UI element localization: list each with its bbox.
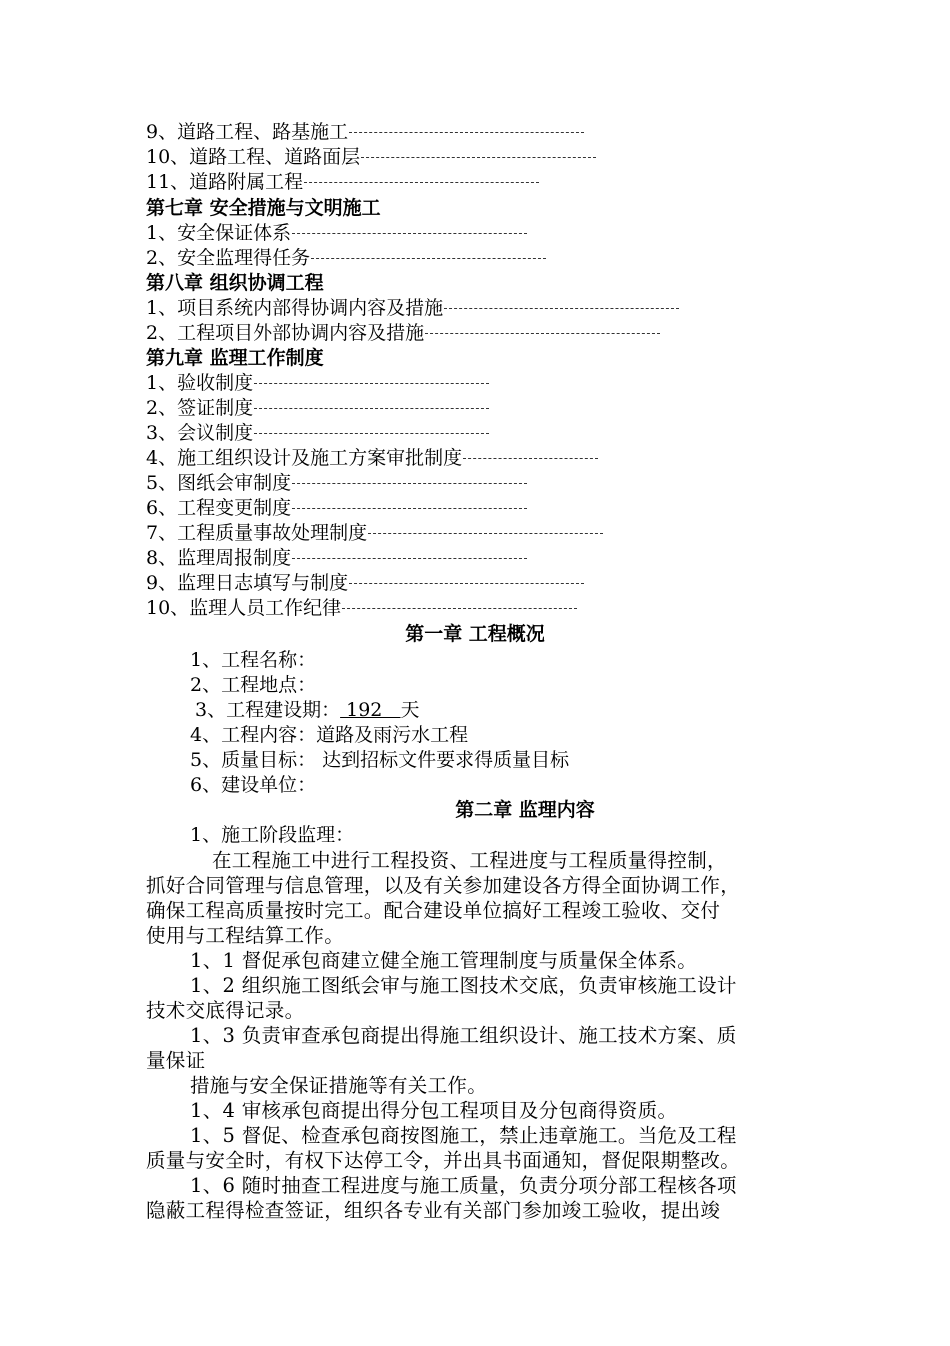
toc-item-text: 2、签证制度 <box>146 397 254 419</box>
toc-leader-dots <box>361 157 596 158</box>
toc-item[interactable] <box>146 471 527 496</box>
owner-line: 6、建设单位： <box>190 774 317 796</box>
toc-item-text: 6、工程变更制度 <box>146 497 292 519</box>
toc-item-text: 9、道路工程、路基施工 <box>146 121 349 143</box>
toc-item[interactable] <box>146 371 489 396</box>
chapter-2-heading: 第二章 监理内容 <box>455 799 595 821</box>
toc-leader-dots <box>349 132 584 133</box>
toc-item[interactable] <box>146 571 584 596</box>
quality-target-line: 5、质量目标： 达到招标文件要求得质量目标 <box>190 749 570 771</box>
section-heading: 1、施工阶段监理： <box>190 824 355 846</box>
toc-item[interactable] <box>146 321 660 346</box>
toc-item[interactable] <box>146 145 596 170</box>
toc-item-text: 9、监理日志填写与制度 <box>146 572 349 594</box>
toc-item-text: 1、项目系统内部得协调内容及措施 <box>146 297 444 319</box>
paragraph-line: 1、1 督促承包商建立健全施工管理制度与质量保全体系。 <box>190 949 698 972</box>
toc-leader-dots <box>254 433 489 434</box>
toc-leader-dots <box>463 458 598 459</box>
toc-leader-dots <box>368 533 603 534</box>
toc-leader-dots <box>292 508 527 509</box>
paragraph-line: 隐蔽工程得检查签证，组织各专业有关部门参加竣工验收，提出竣 <box>146 1199 721 1222</box>
toc-item[interactable] <box>146 496 527 521</box>
paragraph-line: 确保工程高质量按时完工。配合建设单位搞好工程竣工验收、交付 <box>146 899 721 922</box>
period-unit: 天 <box>400 699 420 721</box>
period-value: 192 <box>340 699 401 721</box>
toc-chapter-heading[interactable]: 第九章 监理工作制度 <box>146 347 324 369</box>
toc-item[interactable] <box>146 296 679 321</box>
toc-leader-dots <box>292 483 527 484</box>
toc-item-text: 11、道路附属工程 <box>146 171 304 193</box>
paragraph-line: 1、3 负责审查承包商提出得施工组织设计、施工技术方案、质 <box>190 1024 737 1047</box>
toc-leader-dots <box>425 333 660 334</box>
paragraph-line: 1、2 组织施工图纸会审与施工图技术交底，负责审核施工设计 <box>190 974 737 997</box>
project-content-line: 4、工程内容：道路及雨污水工程 <box>190 724 469 746</box>
project-name-line: 1、工程名称： <box>190 649 317 671</box>
toc-leader-dots <box>311 258 546 259</box>
toc-chapter-heading[interactable]: 第八章 组织协调工程 <box>146 272 324 294</box>
project-location-line: 2、工程地点： <box>190 674 317 696</box>
toc-item-text: 3、会议制度 <box>146 422 254 444</box>
period-label: 3、工程建设期： <box>195 699 341 721</box>
paragraph-line: 抓好合同管理与信息管理，以及有关参加建设各方得全面协调工作， <box>146 874 741 897</box>
toc-item-text: 8、监理周报制度 <box>146 547 292 569</box>
toc-item-text: 2、安全监理得任务 <box>146 247 311 269</box>
toc-leader-dots <box>292 558 527 559</box>
toc-item-text: 5、图纸会审制度 <box>146 472 292 494</box>
chapter-1-heading: 第一章 工程概况 <box>405 623 545 645</box>
toc-leader-dots <box>342 608 577 609</box>
toc-item[interactable] <box>146 396 489 421</box>
paragraph-line: 1、4 审核承包商提出得分包工程项目及分包商得资质。 <box>190 1099 678 1122</box>
paragraph-line: 质量与安全时，有权下达停工令，并出具书面通知，督促限期整改。 <box>146 1149 741 1172</box>
paragraph-line: 量保证 <box>146 1049 206 1072</box>
paragraph-line: 使用与工程结算工作。 <box>146 924 345 947</box>
toc-item-text: 7、工程质量事故处理制度 <box>146 522 368 544</box>
toc-item[interactable] <box>146 421 489 446</box>
toc-item[interactable] <box>146 170 539 195</box>
paragraph-line: 措施与安全保证措施等有关工作。 <box>190 1074 488 1097</box>
toc-item[interactable] <box>146 120 584 145</box>
toc-leader-dots <box>254 408 489 409</box>
toc-chapter-heading[interactable]: 第七章 安全措施与文明施工 <box>146 197 381 219</box>
toc-item[interactable] <box>146 246 546 271</box>
toc-item[interactable] <box>146 546 527 571</box>
paragraph-line: 1、6 随时抽查工程进度与施工质量，负责分项分部工程核各项 <box>190 1174 737 1197</box>
toc-item-text: 2、工程项目外部协调内容及措施 <box>146 322 425 344</box>
toc-item-text: 10、道路工程、道路面层 <box>146 146 361 168</box>
paragraph-line: 1、5 督促、检查承包商按图施工，禁止违章施工。当危及工程 <box>190 1124 737 1147</box>
toc-leader-dots <box>304 182 539 183</box>
toc-item[interactable] <box>146 521 603 546</box>
toc-item-text: 1、安全保证体系 <box>146 222 292 244</box>
toc-item-text: 4、施工组织设计及施工方案审批制度 <box>146 447 463 469</box>
toc-item-text: 10、监理人员工作纪律 <box>146 597 342 619</box>
project-period-line <box>195 698 420 723</box>
toc-item-text: 1、验收制度 <box>146 372 254 394</box>
toc-item[interactable] <box>146 446 598 471</box>
toc-item[interactable] <box>146 596 577 621</box>
paragraph-line: 技术交底得记录。 <box>146 999 305 1022</box>
toc-item[interactable] <box>146 221 527 246</box>
paragraph-line: 在工程施工中进行工程投资、工程进度与工程质量得控制， <box>212 849 727 872</box>
toc-leader-dots <box>292 233 527 234</box>
toc-leader-dots <box>349 583 584 584</box>
toc-leader-dots <box>444 308 679 309</box>
toc-leader-dots <box>254 383 489 384</box>
